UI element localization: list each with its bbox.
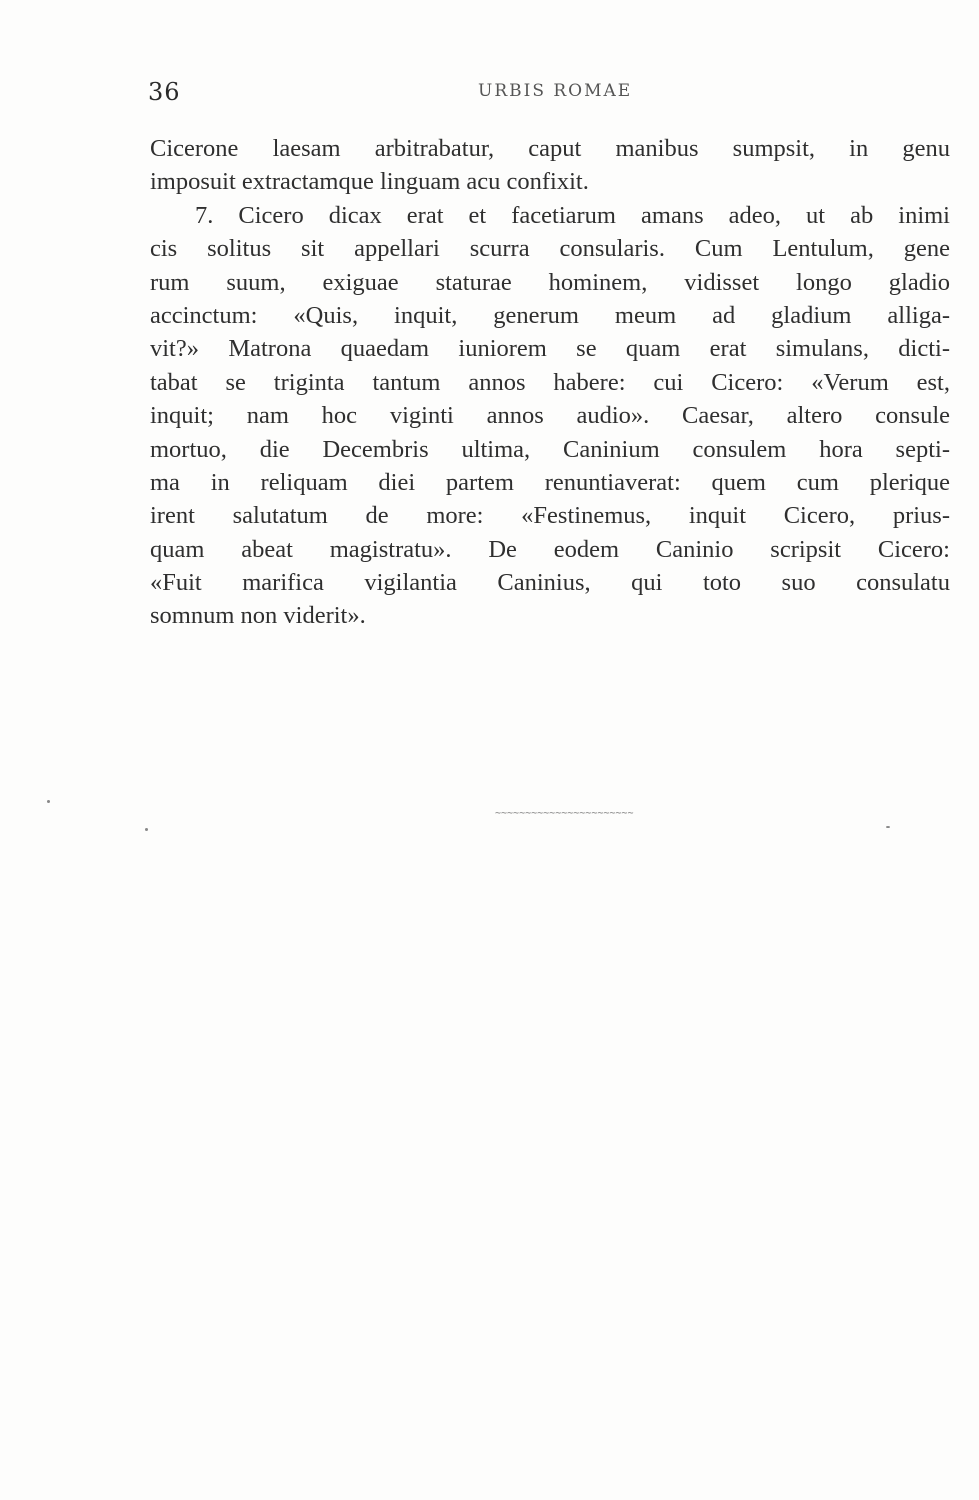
text-line: rum suum, exiguae staturae hominem, vidisset longo gladio xyxy=(150,268,950,296)
text-line: somnum non viderit». xyxy=(150,602,366,630)
text-line: «Fuit marifica vigilantia Caninius, qui toto suo consulatu xyxy=(150,569,950,597)
text-line: 7. Cicero dicax erat et facetiarum amans adeo, ut ab inimi xyxy=(195,201,950,229)
text-line: cis solitus sit appellari scurra consularis. Cum Lentulum, gene xyxy=(150,235,950,263)
body-text xyxy=(150,132,950,633)
paper-speck xyxy=(47,800,50,803)
page-header xyxy=(148,78,948,108)
text-line: inquit; nam hoc viginti annos audio». Caesar, altero consule xyxy=(150,402,950,430)
text-line: mortuo, die Decembris ultima, Caninium consulem hora septi- xyxy=(150,435,950,463)
running-head: URBIS ROMAE xyxy=(478,81,633,101)
text-line: vit?» Matrona quaedam iuniorem se quam erat simulans, dicti- xyxy=(150,335,950,363)
paper-speck xyxy=(145,828,148,831)
text-line: irent salutatum de more: «Festinemus, inquit Cicero, prius- xyxy=(150,502,950,530)
text-line: accinctum: «Quis, inquit, generum meum ad gladium alliga- xyxy=(150,301,950,329)
text-line: quam abeat magistratu». De eodem Caninio scripsit Cicero: xyxy=(150,535,950,563)
page-number: 36 xyxy=(148,78,181,106)
text-line: imposuit extractamque linguam acu confixit. xyxy=(150,168,589,196)
text-line: tabat se triginta tantum annos habere: cui Cicero: «Verum est, xyxy=(150,368,950,396)
paper-speck xyxy=(886,826,890,828)
text-line: ma in reliquam diei partem renuntiaverat: quem cum plerique xyxy=(150,468,950,496)
text-line: Cicerone laesam arbitrabatur, caput manibus sumpsit, in genu xyxy=(150,135,950,162)
end-ornament: ~~~~~~~~~~~~~~~~~~~~~~~ xyxy=(495,808,634,819)
